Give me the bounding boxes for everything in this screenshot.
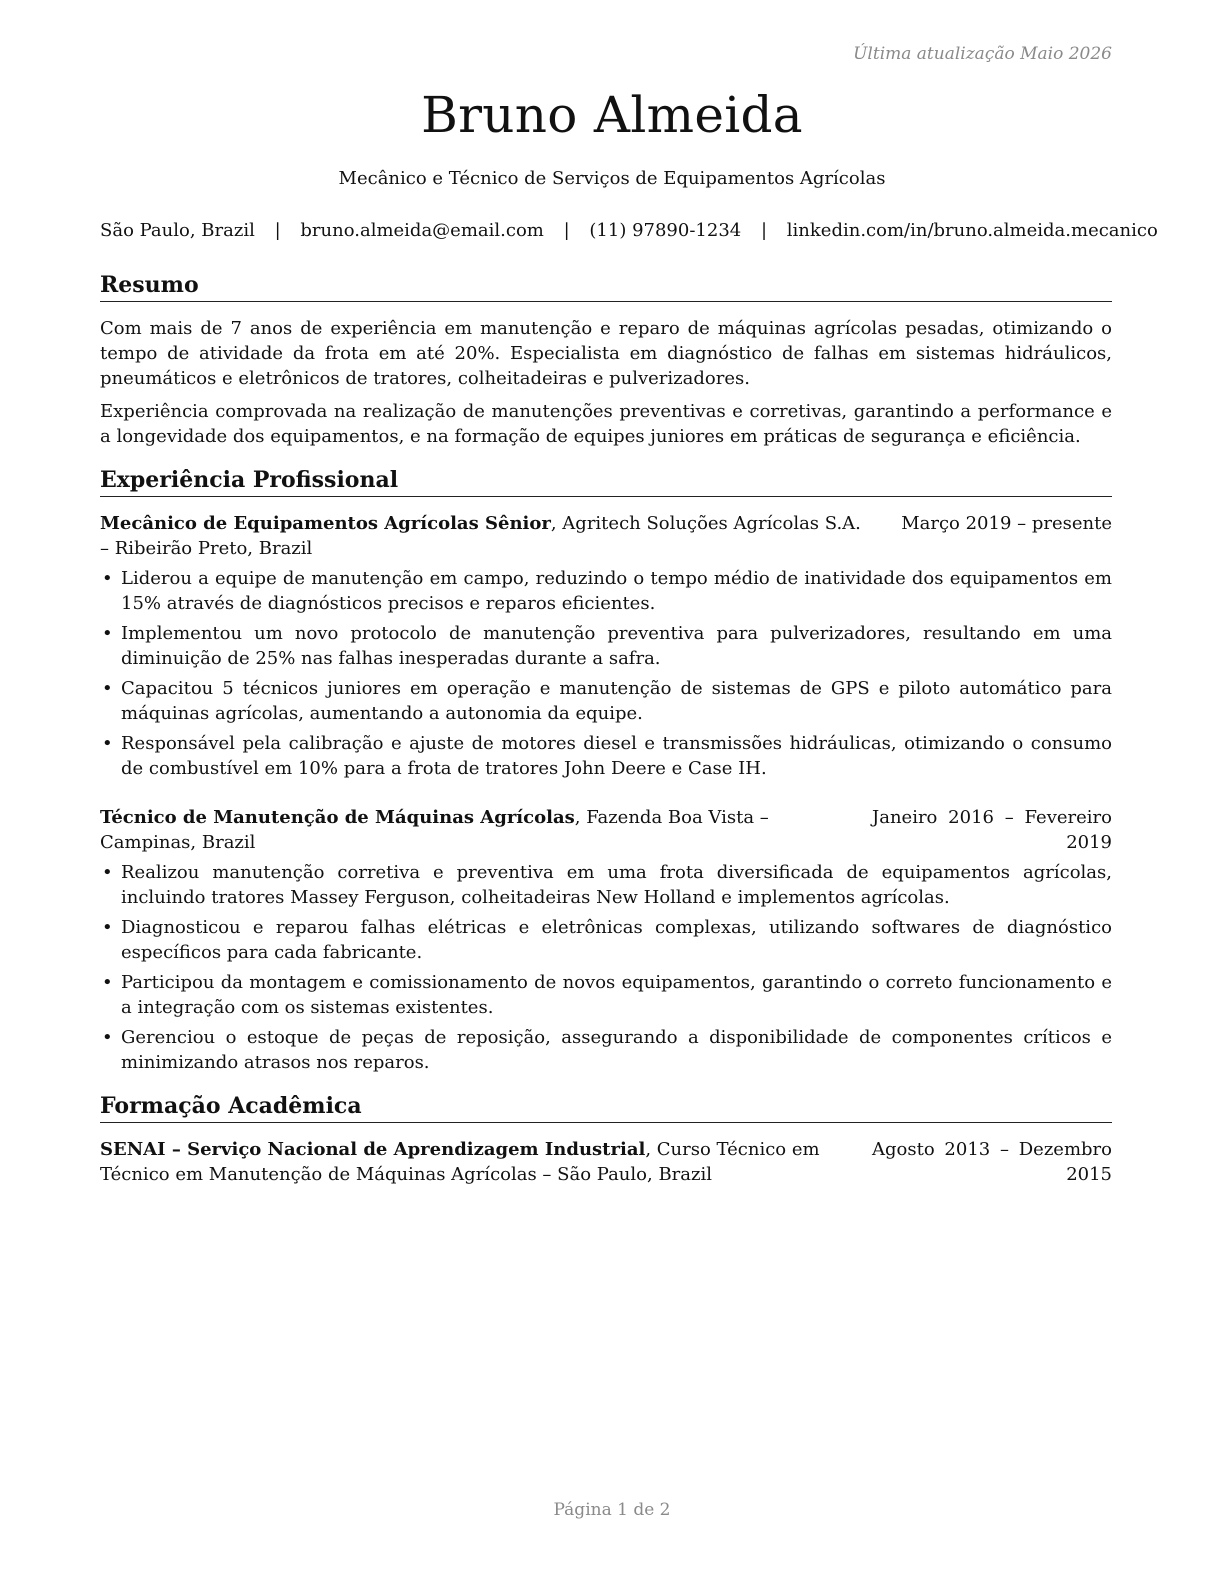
contact-phone[interactable]: (11) 97890-1234 xyxy=(589,220,742,241)
contact-separator: | xyxy=(274,220,281,241)
job-bullet: • Participou da montagem e comissionamento de novos equipamentos, garantindo o correto funcionamento e a integração com os sistemas existentes. xyxy=(100,970,1112,1020)
job-company: , Agritech Soluções Agrícolas S.A. – Ribeirão Preto, Brazil xyxy=(100,513,861,559)
job-role: Mecânico de Equipamentos Agrícolas Sênior xyxy=(100,513,551,534)
job-company: , Fazenda Boa Vista – Campinas, Brazil xyxy=(100,807,769,853)
job-header xyxy=(100,805,1112,855)
job-role-company xyxy=(100,805,872,855)
section-title-summary: Resumo xyxy=(100,270,1112,302)
education-course: , Curso Técnico em Técnico em Manutenção de Máquinas Agrícolas – São Paulo, Brazil xyxy=(100,1139,820,1185)
contact-line xyxy=(100,220,1158,241)
resume-content xyxy=(100,270,1112,1203)
job-header xyxy=(100,511,1112,561)
contact-location: São Paulo, Brazil xyxy=(100,220,255,241)
job-role-company xyxy=(100,511,901,561)
job-bullets xyxy=(100,566,1112,781)
job-entry xyxy=(100,511,1112,781)
education-dates: Agosto 2013 – Dezembro 2015 xyxy=(872,1139,1112,1185)
job-role: Técnico de Manutenção de Máquinas Agrícolas xyxy=(100,807,575,828)
page-number: Página 1 de 2 xyxy=(553,1500,671,1520)
summary-section xyxy=(100,270,1112,449)
last-updated: Última atualização Maio 2026 xyxy=(853,44,1112,64)
contact-separator: | xyxy=(563,220,570,241)
job-bullet: • Diagnosticou e reparou falhas elétricas e eletrônicas complexas, utilizando softwares de diagnóstico específicos para cada fabricante. xyxy=(100,915,1112,965)
education-school-course xyxy=(100,1137,872,1187)
contact-separator: | xyxy=(760,220,768,241)
job-entry xyxy=(100,805,1112,1075)
job-bullet: • Gerenciou o estoque de peças de reposição, assegurando a disponibilidade de componentes críticos e minimizando atrasos nos reparos. xyxy=(100,1025,1112,1075)
job-bullets xyxy=(100,860,1112,1075)
job-bullet: • Realizou manutenção corretiva e preventiva em uma frota diversificada de equipamentos agrícolas, incluindo tratores Massey Ferguson, colheitadeiras New Holland e implementos agrícolas. xyxy=(100,860,1112,910)
experience-section xyxy=(100,465,1112,1075)
education-school: SENAI – Serviço Nacional de Aprendizagem Industrial xyxy=(100,1139,646,1160)
education-entry xyxy=(100,1137,1112,1187)
job-dates: Janeiro 2016 – Fevereiro 2019 xyxy=(872,807,1112,853)
education-header xyxy=(100,1137,1112,1187)
job-bullet: • Capacitou 5 técnicos juniores em operação e manutenção de sistemas de GPS e piloto automático para máquinas agrícolas, aumentando a autonomia da equipe. xyxy=(100,676,1112,726)
section-title-experience: Experiência Profissional xyxy=(100,465,1112,497)
summary-paragraph: Experiência comprovada na realização de manutenções preventivas e corretivas, garantindo a performance e a longevidade dos equipamentos, e na formação de equipes juniores em práticas de segurança e eficiência. xyxy=(100,401,1112,447)
summary-paragraph: Com mais de 7 anos de experiência em manutenção e reparo de máquinas agrícolas pesadas, otimizando o tempo de atividade da frota em até 20%. Especialista em diagnóstico de falhas em sistemas hidráulicos, pneumáticos e eletrônicos de tratores, colheitadeiras e pulverizadores. xyxy=(100,318,1112,389)
job-bullet: • Responsável pela calibração e ajuste de motores diesel e transmissões hidráulicas, otimizando o consumo de combustível em 10% para a frota de tratores John Deere e Case IH. xyxy=(100,731,1112,781)
contact-email[interactable]: bruno.almeida@email.com xyxy=(300,220,544,241)
section-title-education: Formação Acadêmica xyxy=(100,1091,1112,1123)
contact-linkedin[interactable]: linkedin.com/in/bruno.almeida.mecanico xyxy=(786,220,1158,241)
candidate-name: Bruno Almeida xyxy=(421,86,803,144)
education-section xyxy=(100,1091,1112,1187)
job-dates: Março 2019 – presente xyxy=(901,513,1112,534)
job-bullet: • Implementou um novo protocolo de manutenção preventiva para pulverizadores, resultando em uma diminuição de 25% nas falhas inesperadas durante a safra. xyxy=(100,621,1112,671)
job-bullet: • Liderou a equipe de manutenção em campo, reduzindo o tempo médio de inatividade dos equipamentos em 15% através de diagnósticos precisos e reparos eficientes. xyxy=(100,566,1112,616)
job-title: Mecânico e Técnico de Serviços de Equipamentos Agrícolas xyxy=(338,168,886,189)
